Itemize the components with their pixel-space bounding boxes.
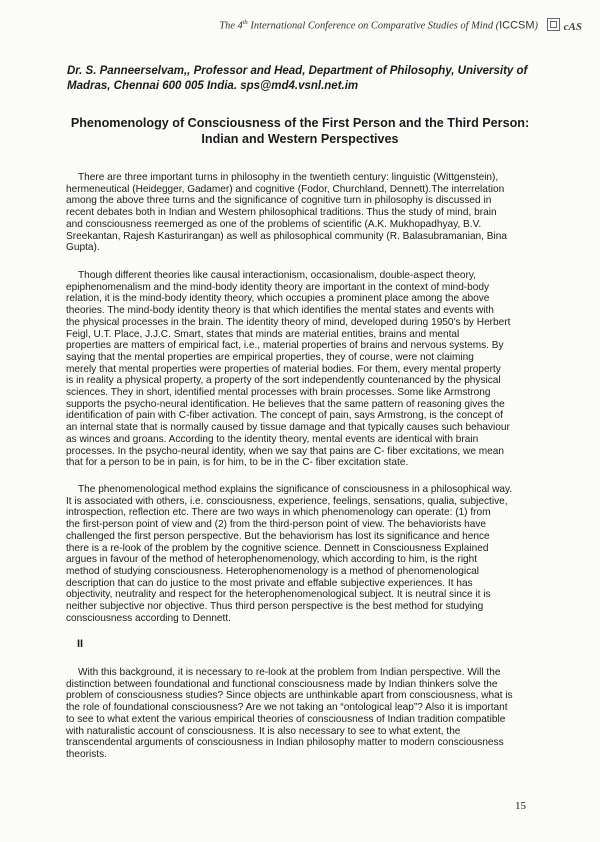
text-line: properties are matters of empirical fact, i.e., material properties of brains and nervous systems. By xyxy=(66,340,504,352)
text-line: epiphenomenalism and the mind-body identity theory are important in the context of mind-body xyxy=(66,281,490,293)
text-line: to see to what extent the various empirical theories of consciousness of Indian tradition compatible xyxy=(66,713,506,725)
text-line: that for a person to be in pain, is for him, to be in the C- fiber excitation state. xyxy=(66,457,409,469)
text-line: relation, it is the mind-body identity theory, which occupies a prominent place among the above xyxy=(66,293,490,305)
text-line: sciences. They in short, identified mental processes with brain processes. Some like Armstrong xyxy=(66,387,491,399)
text-line: neither subjective nor objective. Thus third person perspective is the best method for studying xyxy=(66,601,484,613)
author-affiliation: Dr. S. Panneerselvam,, Professor and Head, Department of Philosophy, University of Madras, Chennai 600 005 India. sps@md4.vsnl.net.im xyxy=(67,65,528,92)
running-head: The 4th International Conference on Comparative Studies of Mind (ICCSM) xyxy=(219,19,538,32)
text-line: there is a re-look of the problem by the cognitive science. Dennett in Consciousness Explained xyxy=(66,542,489,554)
text-line: is in reality a physical property, a property of the sort independently countenanced by the physical xyxy=(66,375,501,387)
text-line: as winces and groans. According to the identity theory, mental events are identical with brain xyxy=(66,433,479,445)
text-line: method of studying consciousness. Heterophenomenology is a method of phenomenological xyxy=(66,565,479,577)
paragraph-2 xyxy=(66,270,534,469)
text-line: the role of foundational consciousness? Are we not taking an “ontological leap”? Also it is important xyxy=(66,702,508,714)
text-line: saying that the mental properties are empirical properties, they of course, were not claiming xyxy=(66,351,474,363)
text-line: merely that mental properties were properties of material bodies. For them, every mental property xyxy=(66,363,501,375)
text-line: The phenomenological method explains the significance of consciousness in a philosophical way. xyxy=(78,484,513,495)
paragraph-3 xyxy=(66,484,534,624)
conference-abbreviation: ICCSM xyxy=(499,19,535,32)
text-line: problem of consciousness studies? Since objects are unthinkable apart from consciousness, what is xyxy=(66,690,513,702)
paragraph-4 xyxy=(66,667,534,761)
text-line: theories. The mind-body identity theory is that which identifies the mental states and events with xyxy=(66,305,494,317)
title-line-2: Indian and Western Perspectives xyxy=(201,131,399,146)
text-line: recent debates both in Indian and Western philosophical traditions. Thus the study of mind, brain xyxy=(66,207,497,219)
text-line: identification of pain with C-fiber activation. The concept of pain, says Armstrong, is the concept of xyxy=(66,410,503,422)
paper-title xyxy=(60,116,540,147)
text-line: distinction between foundational and functional consciousness made by Indian thinkers solve the xyxy=(66,678,498,690)
text-line: the physical processes in the brain. The identity theory of mind, developed during 1950's by Herbert xyxy=(66,316,511,328)
text-line: introspection, reflection etc. There are two ways in which phenomenology can operate: (1) from xyxy=(66,507,491,519)
text-line: description that can do justice to the most private and effable subjective experiences. It has xyxy=(66,577,473,589)
text-line: transcendental arguments of consciousness in Indian philosophy matter to modern consciousness xyxy=(66,737,504,749)
text-line: There are three important turns in philosophy in the twentieth century: linguistic (Wittgenstein), xyxy=(78,172,499,183)
conference-logo: cAS xyxy=(547,18,582,33)
text-line: the first-person point of view and (2) from the third-person point of view. The behaviorists have xyxy=(66,519,487,531)
text-line: with naturalistic account of consciousness. It is also necessary to see to what extent, the xyxy=(66,725,461,737)
text-line: an internal state that is normally caused by tissue damage and that typically causes such behaviour xyxy=(66,422,510,434)
text-line: supports the psycho-neural identification. He believes that the same pattern of reasoning gives the xyxy=(66,398,505,410)
page-number: 15 xyxy=(515,800,526,812)
text-line: hermeneutical (Heidegger, Gadamer) and cognitive (Fodor, Churchland, Dennett).The interrelation xyxy=(66,183,505,195)
text-line: With this background, it is necessary to re-look at the problem from Indian perspective. Will the xyxy=(78,667,501,678)
text-line: argues in favour of the method of heterophenomenology, which according to him, is the right xyxy=(66,554,478,566)
text-line: Though different theories like causal interactionism, occasionalism, double-aspect theory, xyxy=(78,270,476,281)
text-line: theorists. xyxy=(66,748,107,760)
text-line: Sreekantan, Rajesh Kasturirangan) as well as philosophical community (R. Balasubramanian, Bina xyxy=(66,230,507,242)
section-heading: II xyxy=(77,638,84,650)
text-line: challenged the first person perspective. But the behaviorism has lost its significance and hence xyxy=(66,530,490,542)
text-line: It is associated with others, i.e. consciousness, experience, feelings, sensations, qualia, subjective, xyxy=(66,495,508,507)
paragraph-1 xyxy=(66,172,534,254)
text-line: objectivity, neutrality and respect for the heterophenomenological subject. It is neutral since it is xyxy=(66,589,491,601)
text-line: Gupta). xyxy=(66,242,100,254)
text-line: Feigl, U.T. Place, J.J.C. Smart, states that minds are material entities, brains and mental xyxy=(66,328,460,340)
title-line-1: Phenomenology of Consciousness of the First Person and the Third Person: xyxy=(70,116,530,130)
text-line: processes. In the psycho-neural identity, when we say that pains are C- fiber excitations, we mean xyxy=(66,445,504,457)
text-line: among the above three turns and the significance of cognitive turn in philosophy is discussed in xyxy=(66,195,492,207)
text-line: and consciousness reemerged as one of the problems of scientific (A.K. Mukhopadhyay, B.V. xyxy=(66,218,482,230)
logo-mark-icon xyxy=(547,18,560,31)
text-line: consciousness according to Dennett. xyxy=(66,612,231,624)
